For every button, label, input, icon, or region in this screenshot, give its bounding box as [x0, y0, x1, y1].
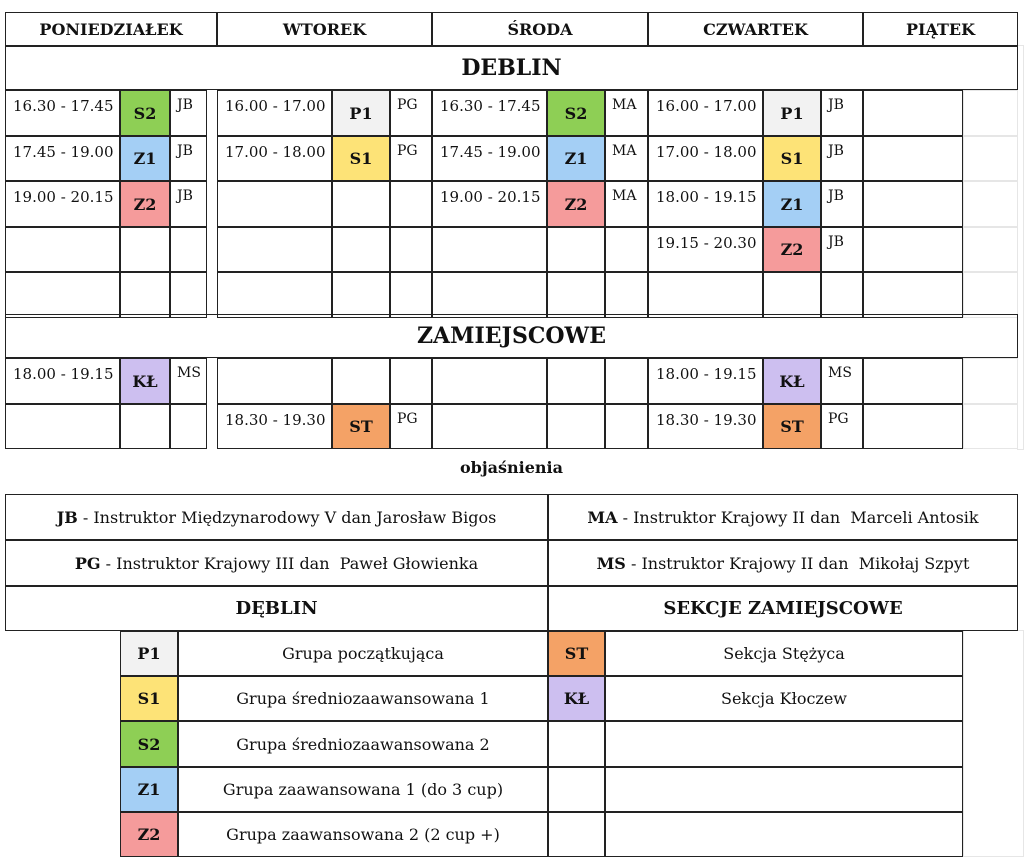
instructor-description: - Instruktor Krajowy II dan Mikołaj Szpyt [625, 553, 970, 573]
time-slot [217, 181, 332, 227]
instructor-code-label: MA [587, 507, 618, 527]
group-code: KŁ [120, 358, 170, 404]
legend-group-description: Grupa początkująca [178, 631, 548, 676]
group-code: Z1 [120, 136, 170, 181]
friday-slot [863, 227, 963, 272]
instructor-description: - Instruktor Międzynarodowy V dan Jarosław Bigos [77, 507, 497, 527]
day-header: CZWARTEK [648, 12, 863, 46]
legend-section-description: Sekcja Kłoczew [605, 676, 963, 721]
legend-group-description: Grupa średniozaawansowana 2 [178, 721, 548, 767]
group-code: KŁ [763, 358, 821, 404]
time-slot [217, 227, 332, 272]
group-code: S1 [332, 136, 390, 181]
legend-header-zamiejscowe: SEKCJE ZAMIEJSCOWE [548, 586, 1018, 631]
legend-section-code [548, 812, 605, 857]
legend-group-code: Z2 [120, 812, 178, 857]
group-code [547, 272, 605, 318]
friday-slot [863, 90, 963, 136]
legend-group-description: Grupa zaawansowana 1 (do 3 cup) [178, 767, 548, 812]
instructor-code: JB [821, 90, 863, 136]
instructor-code: MA [605, 90, 648, 136]
instructor-code: JB [170, 181, 207, 227]
legend-section-description [605, 721, 963, 767]
time-slot: 18.00 - 19.15 [648, 358, 763, 404]
instructor-description: - Instruktor Krajowy II dan Marceli Antosik [617, 507, 979, 527]
friday-slot [963, 272, 1018, 318]
group-code [547, 358, 605, 404]
instructor-code: JB [821, 181, 863, 227]
group-code: S1 [763, 136, 821, 181]
day-header: WTOREK [217, 12, 432, 46]
group-code [332, 227, 390, 272]
instructor-code: PG [390, 404, 432, 449]
friday-slot [963, 136, 1018, 181]
group-code: Z1 [547, 136, 605, 181]
time-slot [5, 404, 120, 449]
section-title-deblin: DEBLIN [5, 46, 1018, 90]
day-header: ŚRODA [432, 12, 648, 46]
time-slot [5, 272, 120, 318]
instructor-code: JB [821, 227, 863, 272]
grid-edge [963, 630, 1024, 857]
grid-edge [1017, 45, 1024, 450]
instructor-code: PG [390, 136, 432, 181]
time-slot: 18.00 - 19.15 [5, 358, 120, 404]
time-slot: 16.00 - 17.00 [648, 90, 763, 136]
legend-section-code: KŁ [548, 676, 605, 721]
instructor-code-label: MS [596, 553, 626, 573]
friday-slot [963, 181, 1018, 227]
group-code: ST [332, 404, 390, 449]
day-header: PIĄTEK [863, 12, 1018, 46]
group-code [547, 227, 605, 272]
group-code: Z2 [120, 181, 170, 227]
time-slot: 17.00 - 18.00 [217, 136, 332, 181]
time-slot [217, 358, 332, 404]
legend-section-description [605, 812, 963, 857]
instructor-code [390, 272, 432, 318]
instructor-code [390, 358, 432, 404]
instructor-code: PG [821, 404, 863, 449]
instructor-code [170, 227, 207, 272]
time-slot [432, 358, 547, 404]
time-slot [217, 272, 332, 318]
group-code [547, 404, 605, 449]
group-code [332, 358, 390, 404]
group-code [332, 272, 390, 318]
legend-group-code: P1 [120, 631, 178, 676]
time-slot [648, 272, 763, 318]
instructor-code-label: JB [56, 507, 78, 527]
instructor-code: JB [170, 90, 207, 136]
legend-section-description: Sekcja Stężyca [605, 631, 963, 676]
time-slot: 19.00 - 20.15 [432, 181, 547, 227]
legend-section-code [548, 721, 605, 767]
instructor-code: MS [170, 358, 207, 404]
legend-header-deblin: DĘBLIN [5, 586, 548, 631]
friday-slot [863, 136, 963, 181]
friday-slot [863, 272, 963, 318]
legend-section-code [548, 767, 605, 812]
legend-group-description: Grupa zaawansowana 2 (2 cup +) [178, 812, 548, 857]
instructor-code: JB [170, 136, 207, 181]
instructor-code: PG [390, 90, 432, 136]
time-slot: 16.30 - 17.45 [5, 90, 120, 136]
group-code [763, 272, 821, 318]
time-slot [5, 227, 120, 272]
group-code [332, 181, 390, 227]
time-slot: 17.00 - 18.00 [648, 136, 763, 181]
instructor-code [821, 272, 863, 318]
group-code [120, 272, 170, 318]
instructor-code [605, 272, 648, 318]
time-slot: 18.00 - 19.15 [648, 181, 763, 227]
instructor-explanation [5, 494, 548, 540]
section-title-zamiejscowe: ZAMIEJSCOWE [5, 314, 1018, 358]
time-slot: 18.30 - 19.30 [648, 404, 763, 449]
friday-slot [863, 181, 963, 227]
instructor-code: MS [821, 358, 863, 404]
group-code: Z2 [763, 227, 821, 272]
instructor-explanation [548, 540, 1018, 586]
instructor-code [605, 404, 648, 449]
time-slot: 16.30 - 17.45 [432, 90, 547, 136]
time-slot: 17.45 - 19.00 [5, 136, 120, 181]
instructor-explanation [5, 540, 548, 586]
group-code: Z2 [547, 181, 605, 227]
time-slot: 18.30 - 19.30 [217, 404, 332, 449]
legend-section-code: ST [548, 631, 605, 676]
time-slot: 16.00 - 17.00 [217, 90, 332, 136]
legend-title: objaśnienia [460, 457, 563, 477]
friday-slot [963, 90, 1018, 136]
time-slot [432, 404, 547, 449]
time-slot [432, 272, 547, 318]
instructor-code [390, 181, 432, 227]
friday-slot [863, 358, 963, 404]
legend-group-description: Grupa średniozaawansowana 1 [178, 676, 548, 721]
group-code: P1 [763, 90, 821, 136]
instructor-code [605, 358, 648, 404]
instructor-explanation [548, 494, 1018, 540]
group-code: ST [763, 404, 821, 449]
group-code [120, 227, 170, 272]
time-slot [432, 227, 547, 272]
time-slot: 19.00 - 20.15 [5, 181, 120, 227]
instructor-code: MA [605, 136, 648, 181]
friday-slot [963, 358, 1018, 404]
time-slot: 19.15 - 20.30 [648, 227, 763, 272]
instructor-code [170, 272, 207, 318]
friday-slot [863, 404, 963, 449]
legend-group-code: S1 [120, 676, 178, 721]
legend-group-code: Z1 [120, 767, 178, 812]
instructor-code [605, 227, 648, 272]
legend-group-code: S2 [120, 721, 178, 767]
instructor-code [170, 404, 207, 449]
group-code: S2 [547, 90, 605, 136]
friday-slot [963, 404, 1018, 449]
group-code [120, 404, 170, 449]
legend-section-description [605, 767, 963, 812]
group-code: P1 [332, 90, 390, 136]
instructor-code-label: PG [74, 553, 101, 573]
friday-slot [963, 227, 1018, 272]
instructor-description: - Instruktor Krajowy III dan Paweł Głowienka [100, 553, 479, 573]
group-code: Z1 [763, 181, 821, 227]
instructor-code [390, 227, 432, 272]
instructor-code: MA [605, 181, 648, 227]
day-header: PONIEDZIAŁEK [5, 12, 217, 46]
time-slot: 17.45 - 19.00 [432, 136, 547, 181]
instructor-code: JB [821, 136, 863, 181]
group-code: S2 [120, 90, 170, 136]
